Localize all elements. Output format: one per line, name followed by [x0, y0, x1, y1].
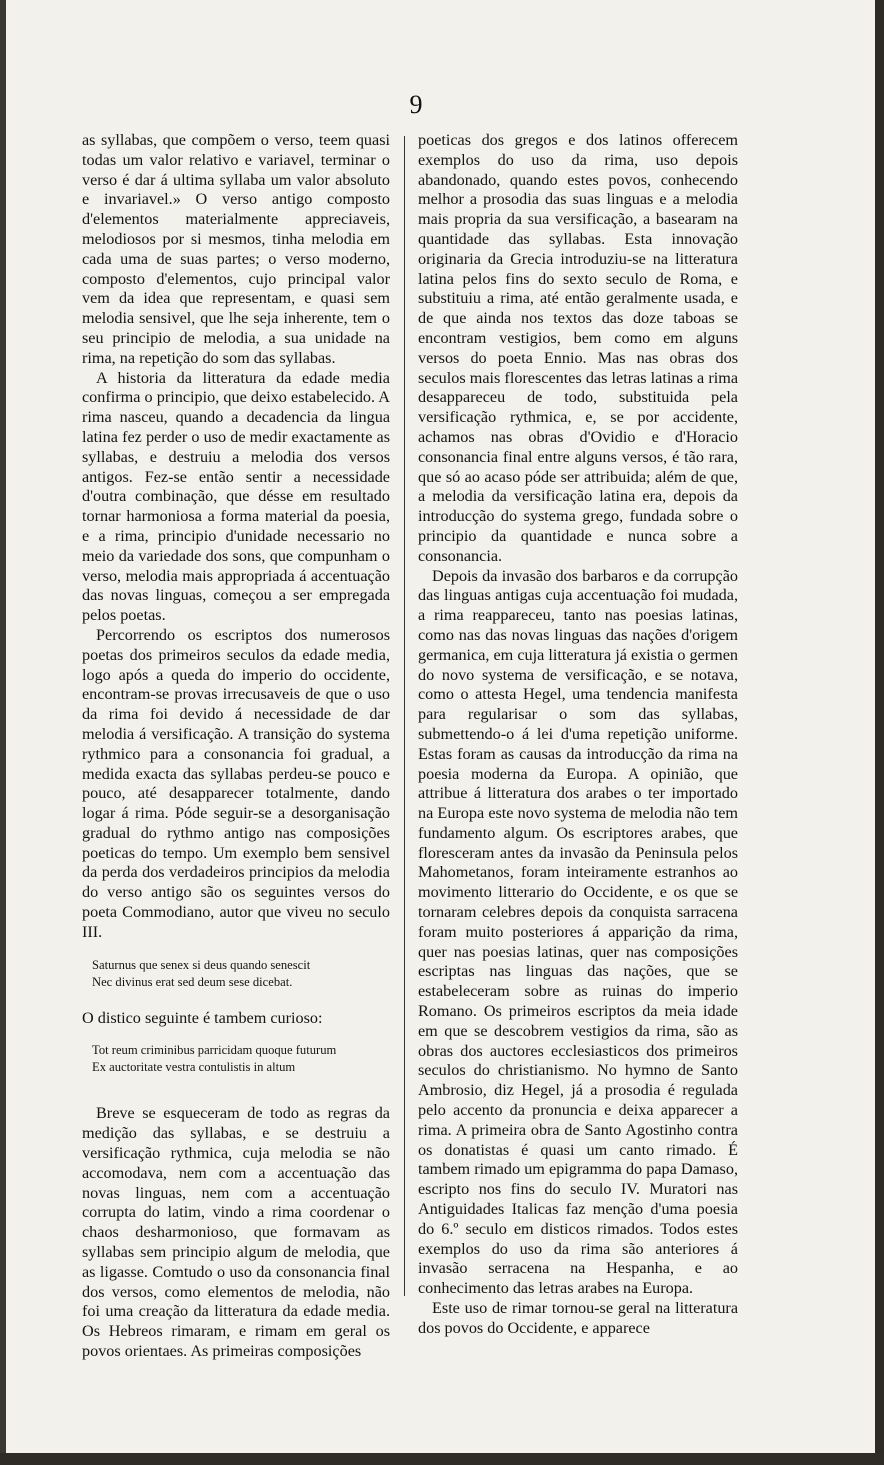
left-paragraph-1: as syllabas, que compõem o verso, teem quasi todas um valor relativo e variavel, terminar o verso é dar á ultima syllaba um valor absoluto e invariavel.» O verso antigo composto d'elementos materialmente appreciaveis, melodiosos por si mesmos, tinha melodia em cada uma de suas partes; o verso moderno, composto d'elementos, cujo principal valor vem da idea que representam, e quasi sem melodia sensivel, que lhe seja inherente, tem o seu principio de melodia, a sua unidade na rima, na repetição do som das syllabas. — [82, 131, 390, 367]
right-paragraph-1: poeticas dos gregos e dos latinos offerecem exemplos do uso da rima, uso depois abandonado, quando estes povos, conhecendo melhor a prosodia das suas linguas e a melodia mais propria da sua versificação, a basearam na quantidade das syllabas. Esta innovação originaria da Grecia introduziu-se na litteratura latina pelos fins do sexto seculo de Roma, e substituiu a rima, até então geralmente usada, e de que ainda nos textos das doze taboas se encontram vestigios, bem como em alguns versos do poeta Ennio. Mas nas obras dos seculos mais florescentes das letras latinas a rima desappareceu de todo, substituida pela versificação rythmica, e, se por accidente, achamos nas obras d'Ovidio e d'Horacio consonancia final entre alguns versos, é tão rara, que só ao acaso póde ser attribuida; além de que, a melodia da versificação latina era, depois da introducção do systema grego, fundada sobre o principio da quantidade e nunca sobre a consonancia. — [418, 131, 738, 565]
verse-line: Nec divinus erat sed deum sese dicebat. — [92, 974, 293, 989]
scan-edge-bottom — [0, 1453, 884, 1465]
right-paragraph-2: Depois da invasão dos barbaros e da corrupção das linguas antigas cuja accentuação foi mudada, a rima reappareceu, tanto nas poesias latinas, como nas das novas linguas das nações d'origem germanica, em cuja litteratura já existia o germen do novo systema de versificação, e se notava, como o attesta Hegel, uma tendencia manifesta para regularisar o som das syllabas, submettendo-o á lei d'uma repetição uniforme. Estas foram as causas da introducção da rima na poesia moderna da Europa. A opinião, que attribue á litteratura dos arabes o ter importado na Europa este novo systema de melodia não tem fundamento algum. Os escriptores arabes, que floresceram antes da invasão da Peninsula pelos Mahometanos, foram inteiramente estranhos ao movimento litterario do Occidente, e os que se tornaram celebres depois da conquista sarracena foram muito posteriores á apparição da rima, quer nas poesias latinas, quer nas composições escriptas nas linguas das nações, que se estabeleceram sobre as ruinas do imperio Romano. Os primeiros escriptos da meia idade em que se descobrem vestigios da rima, são as obras dos auctores ecclesiasticos dos primeiros seculos do christianismo. No hymno de Santo Ambrosio, diz Hegel, já a prosodia é regulada pelo accento da pronuncia e deixa apparecer a rima. A primeira obra de Santo Agostinho contra os donatistas é quasi um canto rimado. É tambem rimado um epigramma do papa Damaso, escripto nos fins do seculo IV. Muratori nas Antiguidades Italicas faz menção d'uma poesia do 6.º seculo em disticos rimados. Todos estes exemplos do uso da rima são anteriores á invasão serracena na Hespanha, e ao conhecimento das letras arabes na Europa. — [418, 566, 739, 1298]
verse-line: Ex auctoritate vestra contulistis in altum — [92, 1060, 296, 1075]
scan-edge-left — [0, 0, 6, 1465]
scan-edge-right — [875, 0, 884, 1465]
verse-quote-commodiano — [92, 957, 390, 991]
page-number: 9 — [409, 90, 423, 119]
distich-intro: O distico seguinte é tambem curioso: — [82, 1008, 323, 1027]
left-column — [82, 131, 390, 1362]
column-divider — [404, 136, 405, 1296]
left-paragraph-3: Percorrendo os escriptos dos numerosos poetas dos primeiros seculos da edade media, logo após a queda do imperio do occidente, encontram-se provas irrecusaveis de que o uso da rima foi devido á necessidade de dar melodia á versificação. A transição do systema rythmico para a consonancia foi gradual, a medida exacta das syllabas perdeu-se pouco e pouco, até desapparecer totalmente, dando logar á rima. Póde seguir-se a desorganisação gradual do rythmo antigo nas composições poeticas do tempo. Um exemplo bem sensivel da perda dos verdadeiros principios da melodia do verso antigo são os seguintes versos do poeta Commodiano, autor que viveu no seculo III. — [82, 625, 390, 941]
verse-line: Saturnus que senex si deus quando senescit — [92, 957, 311, 972]
left-paragraph-2: A historia da litteratura da edade media confirma o principio, que deixo estabelecido. A rima nasceu, quando a decadencia da lingua latina fez perder o uso de medir exactamente as syllabas, e destruiu a melodia dos versos antigos. Fez-se então sentir a necessidade d'outra combinação, que désse em resultado tornar harmoniosa a forma material da poesia, e a rima, principio d'unidade necessario no meio da variedade dos sons, que compunham o verso, melodia mais appropriada á accentuação das novas linguas, começou a ser empregada pelos poetas. — [82, 368, 390, 625]
verse-quote-distich — [92, 1042, 390, 1076]
left-paragraph-4: Breve se esqueceram de todo as regras da medição das syllabas, e se destruiu a versificação rythmica, cuja melodia se não accomodava, nem com a accentuação das novas linguas, nem com a accentuação corrupta do latim, vindo a rima coordenar o chaos desharmonioso, que formavam as syllabas sem principio algum de melodia, que as ligasse. Comtudo o uso da consonancia final dos versos, como elementos de melodia, não foi uma creação da litteratura da edade media. Os Hebreos rimaram, e rimam em geral os povos orientaes. As primeiras composições — [82, 1104, 390, 1361]
verse-line: Tot reum criminibus parricidam quoque futurum — [92, 1043, 337, 1058]
right-column — [418, 131, 738, 1339]
right-paragraph-3: Este uso de rimar tornou-se geral na litteratura dos povos do Occidente, e apparece — [418, 1299, 738, 1337]
